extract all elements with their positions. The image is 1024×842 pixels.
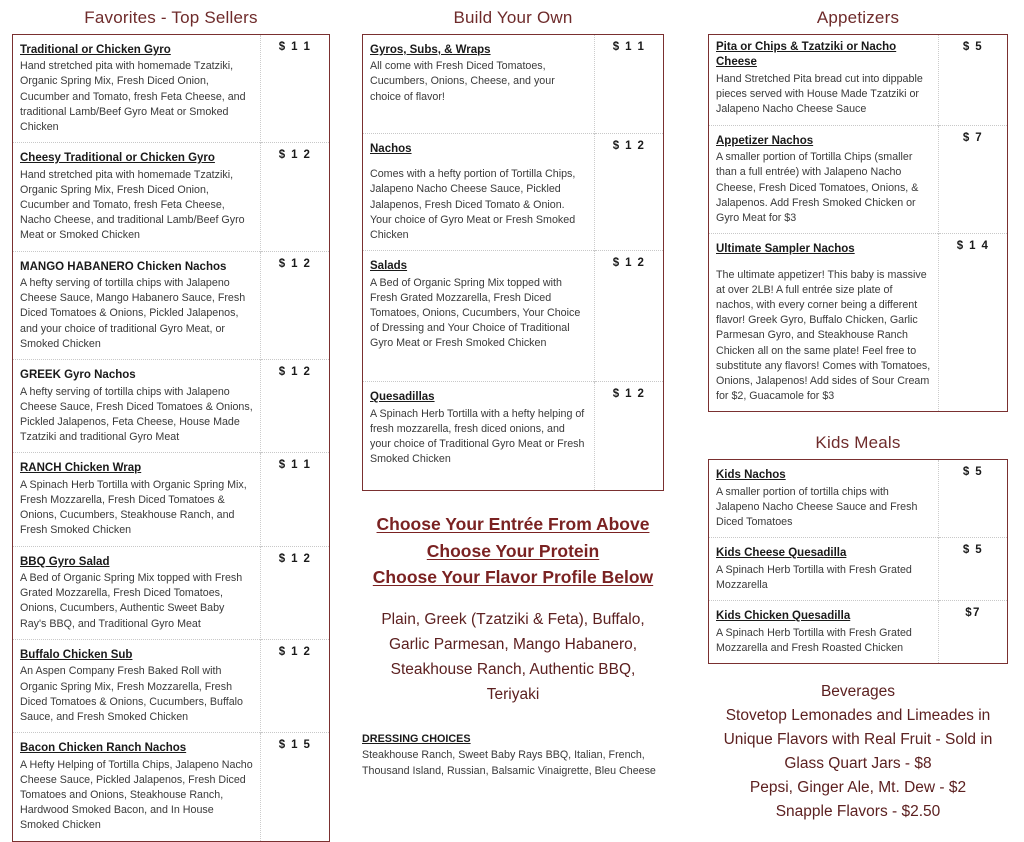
menu-item-description: A Spinach Herb Tortilla with Fresh Grated Mozzarella <box>716 563 912 591</box>
section-title-appetizers: Appetizers <box>816 8 900 27</box>
menu-item-name: Kids Chicken Quesadilla <box>716 610 851 622</box>
beverages-title: Beverages <box>820 682 896 700</box>
section-title-build-your-own: Build Your Own <box>453 8 573 27</box>
menu-item-price: $ 1 1 <box>261 34 330 142</box>
menu-item-cell <box>363 382 595 491</box>
table-row[interactable] <box>13 453 330 546</box>
menu-item-description: A Hefty Helping of Tortilla Chips, Jalapeno Nacho Cheese Sauce, Pickled Jalapenos, Fresh Diced Tomatoes and Onions, Steakhouse Ranch, Hardwood Smoked Bacon, and In House Smoked Chicken <box>20 758 253 832</box>
dressing-choices-list: Steakhouse Ranch, Sweet Baby Rays BBQ, Italian, French, Thousand Island, Russian, Balsamic Vinaigrette, Bleu Cheese <box>362 749 656 777</box>
menu-item-description: The ultimate appetizer! This baby is massive at over 2LB! A full entrée size plate of nachos, with every corner being a different flavor! Greek Gyro, Buffalo Chicken, Garlic Parmesan Gyro, and Steakhouse Ranch Chicken all on the same plate! Feel free to substitute any flavors! Comes with Tomatoes, Onions, Jalapenos! Add sides of Sour Cream for $2, Guacamole for $3 <box>716 268 931 403</box>
menu-item-name: Ultimate Sampler Nachos <box>716 243 855 256</box>
table-row[interactable] <box>709 538 1008 601</box>
menu-item-name: Salads <box>370 260 408 273</box>
flavor-list-line: Teriyaki <box>486 686 540 704</box>
menu-item-name: Bacon Chicken Ranch Nachos <box>20 742 187 755</box>
menu-item-description: A Spinach Herb Tortilla with a hefty helping of fresh mozzarella, fresh diced onions, and your choice of Traditional Gyro Meat or Fresh Smoked Chicken <box>370 407 585 466</box>
menu-item-price: $ 7 <box>939 125 1008 233</box>
menu-item-cell <box>709 34 939 125</box>
menu-item-cell <box>709 460 939 538</box>
menu-item-price: $ 1 2 <box>261 546 330 639</box>
menu-item-description: Comes with a hefty portion of Tortilla Chips, Jalapeno Nacho Cheese Sauce, Pickled Jalapenos, Fresh Diced Tomato & Onion. Your choice of Gyro Meat or Fresh Smoked Chicken <box>370 168 576 241</box>
beverages-line: Glass Quart Jars - $8 <box>784 754 932 772</box>
column-favorites <box>12 0 330 842</box>
menu-item-name: Gyros, Subs, & Wraps <box>370 43 491 56</box>
menu-item-cell <box>13 251 261 359</box>
menu-item-price: $ 1 2 <box>595 382 664 491</box>
menu-item-price: $ 1 1 <box>595 34 664 133</box>
menu-item-price: $ 1 2 <box>595 251 664 382</box>
table-row[interactable] <box>13 360 330 453</box>
menu-item-description: Hand stretched pita with homemade Tzatziki, Organic Spring Mix, Fresh Diced Onion, Cucumber and Tomato, fresh Feta Cheese, and traditional Lamb/Beef Gyro Meat or Smoked Chicken <box>20 60 246 133</box>
menu-item-description: A smaller portion of Tortilla Chips (smaller than a full entrée) with Jalapeno Nacho Cheese, Fresh Diced Tomatoes, Onions, & Jalapenos. Add Fresh Smoked Chicken or Gyro Meat for $3 <box>716 151 919 224</box>
menu-item-cell <box>709 538 939 601</box>
table-row[interactable] <box>709 601 1008 664</box>
choose-entree-line: Choose Your Entrée From Above <box>376 514 650 535</box>
table-row[interactable] <box>13 546 330 639</box>
menu-table-favorites-body <box>13 34 330 841</box>
column-appetizers-kids-beverages <box>708 0 1008 824</box>
menu-item-cell <box>709 601 939 664</box>
menu-item-description: A Spinach Herb Tortilla with Fresh Grated Mozzarella and Fresh Roasted Chicken <box>716 626 912 654</box>
table-row[interactable] <box>363 34 664 133</box>
menu-item-cell <box>13 733 261 841</box>
menu-item-name: Kids Cheese Quesadilla <box>716 547 847 560</box>
beverages-line: Stovetop Lemonades and Limeades in <box>725 706 991 724</box>
menu-item-description: A hefty serving of tortilla chips with Jalapeno Cheese Sauce, Fresh Diced Tomatoes & Onions, Pickled Jalapenos, Feta Cheese, House Made Tzatziki and traditional Gyro Meat <box>20 385 253 444</box>
menu-item-description: A Bed of Organic Spring Mix topped with Fresh Grated Mozzarella, Fresh Diced Tomatoes, Onions, Cucumbers, Your Choice of Dressing and Your Choice of Traditional Gyro Meat or Fresh Smoked Chicken <box>370 276 581 350</box>
menu-table-appetizers-body <box>709 34 1008 412</box>
menu-item-description: An Aspen Company Fresh Baked Roll with Organic Spring Mix, Fresh Mozzarella, Fresh Diced Tomatoes & Onions, Cucumbers, Buffalo Sauce, and Fresh Smoked Chicken <box>20 665 243 723</box>
menu-item-cell <box>13 453 261 546</box>
menu-item-cell <box>13 546 261 639</box>
menu-table-kids-meals <box>708 459 1008 664</box>
flavor-list <box>362 607 664 707</box>
column-build-your-own <box>362 0 664 779</box>
menu-item-name: Kids Nachos <box>716 469 786 482</box>
beverages-block <box>708 680 1008 824</box>
menu-item-price: $ 1 5 <box>261 733 330 841</box>
menu-item-name: RANCH Chicken Wrap <box>20 462 142 475</box>
menu-table-kids-meals-body <box>709 460 1008 664</box>
menu-item-name: Traditional or Chicken Gyro <box>20 43 171 56</box>
menu-item-description: All come with Fresh Diced Tomatoes, Cucumbers, Onions, Cheese, and your choice of flavor! <box>370 60 555 103</box>
table-row[interactable] <box>709 460 1008 538</box>
menu-item-cell <box>13 143 261 251</box>
dressing-choices-block <box>362 729 664 779</box>
menu-item-cell <box>13 34 261 142</box>
menu-item-price: $ 1 2 <box>261 360 330 453</box>
beverages-line: Unique Flavors with Real Fruit - Sold in <box>723 730 993 748</box>
menu-table-build-your-own-body <box>363 34 664 490</box>
menu-item-name: Appetizer Nachos <box>716 134 814 147</box>
menu-item-price: $ 5 <box>939 538 1008 601</box>
menu-item-name: MANGO HABANERO Chicken Nachos <box>20 260 227 273</box>
menu-item-description: A Bed of Organic Spring Mix topped with Fresh Grated Mozzarella, Fresh Diced Tomatoes, Onions, Cucumbers, Authentic Sweet Baby Ray's BBQ, and Traditional Gyro Meat <box>20 572 243 630</box>
choose-your-entree-block <box>362 511 664 707</box>
table-row[interactable] <box>363 133 664 250</box>
menu-item-price: $7 <box>939 601 1008 664</box>
menu-item-cell <box>13 360 261 453</box>
table-row[interactable] <box>13 639 330 732</box>
menu-item-price: $ 1 4 <box>939 234 1008 412</box>
menu-item-cell <box>709 234 939 412</box>
menu-item-description: A Spinach Herb Tortilla with Organic Spring Mix, Fresh Mozzarella, Fresh Diced Tomatoes & Onions, Cucumbers, Steakhouse Ranch, and Fresh Smoked Chicken <box>20 478 247 537</box>
menu-item-price: $ 1 2 <box>261 143 330 251</box>
table-row[interactable] <box>363 382 664 491</box>
beverages-line: Pepsi, Ginger Ale, Mt. Dew - $2 <box>749 778 967 796</box>
menu-item-price: $ 5 <box>939 460 1008 538</box>
beverages-line: Snapple Flavors - $2.50 <box>775 802 941 820</box>
flavor-list-line: Plain, Greek (Tzatziki & Feta), Buffalo, <box>381 610 645 628</box>
table-row[interactable] <box>709 34 1008 125</box>
menu-item-price: $ 1 2 <box>261 639 330 732</box>
menu-item-price: $ 5 <box>939 34 1008 125</box>
menu-item-name: Quesadillas <box>370 391 435 404</box>
menu-item-cell <box>363 251 595 382</box>
table-row[interactable] <box>13 143 330 251</box>
dressing-choices-title: DRESSING CHOICES <box>362 733 471 746</box>
menu-item-name: GREEK Gyro Nachos <box>20 369 136 382</box>
table-row[interactable] <box>709 234 1008 412</box>
flavor-list-line: Steakhouse Ranch, Authentic BBQ, <box>390 661 636 679</box>
menu-table-appetizers <box>708 34 1008 413</box>
menu-item-cell <box>363 133 595 250</box>
menu-item-description: A smaller portion of tortilla chips with Jalapeno Nacho Cheese Sauce and Fresh Diced Tomatoes <box>716 485 918 528</box>
table-row[interactable] <box>709 125 1008 233</box>
menu-item-name: Buffalo Chicken Sub <box>20 648 133 661</box>
menu-item-name: Nachos <box>370 142 412 155</box>
menu-table-favorites <box>12 34 330 842</box>
menu-item-cell <box>709 125 939 233</box>
section-title-kids-meals: Kids Meals <box>815 433 901 453</box>
section-title-favorites: Favorites - Top Sellers <box>84 8 258 27</box>
menu-item-price: $ 1 1 <box>261 453 330 546</box>
choose-protein-line: Choose Your Protein <box>426 540 600 561</box>
menu-item-cell <box>13 639 261 732</box>
choose-flavor-line: Choose Your Flavor Profile Below <box>372 567 654 588</box>
menu-item-description: Hand Stretched Pita bread cut into dippable pieces served with House Made Tzatziki or Jalapeno Nacho Cheese Sauce <box>716 72 923 116</box>
menu-table-build-your-own <box>362 34 664 491</box>
table-row[interactable] <box>13 251 330 359</box>
menu-item-name: Pita or Chips & Tzatziki or Nacho Cheese <box>716 40 897 69</box>
menu-item-price: $ 1 2 <box>261 251 330 359</box>
table-row[interactable] <box>13 34 330 142</box>
menu-item-description: A hefty serving of tortilla chips with Jalapeno Cheese Sauce, Mango Habanero Sauce, Fresh Diced Tomatoes & Onions, Pickled Jalapenos, and your choice of traditional Gyro Meat, or Smoked Chicken <box>20 277 246 350</box>
menu-item-price: $ 1 2 <box>595 133 664 250</box>
menu-item-description: Hand stretched pita with homemade Tzatziki, Organic Spring Mix, Fresh Diced Onion, Cucumber and Tomato, fresh Feta Cheese, Nacho Cheese, and traditional Lamb/Beef Gyro Meat or Smoked Chicken <box>20 168 245 242</box>
menu-item-name: BBQ Gyro Salad <box>20 555 110 568</box>
flavor-list-line: Garlic Parmesan, Mango Habanero, <box>388 636 638 654</box>
menu-item-name: Cheesy Traditional or Chicken Gyro <box>20 152 215 165</box>
table-row[interactable] <box>13 733 330 841</box>
menu-item-cell <box>363 34 595 133</box>
table-row[interactable] <box>363 251 664 382</box>
